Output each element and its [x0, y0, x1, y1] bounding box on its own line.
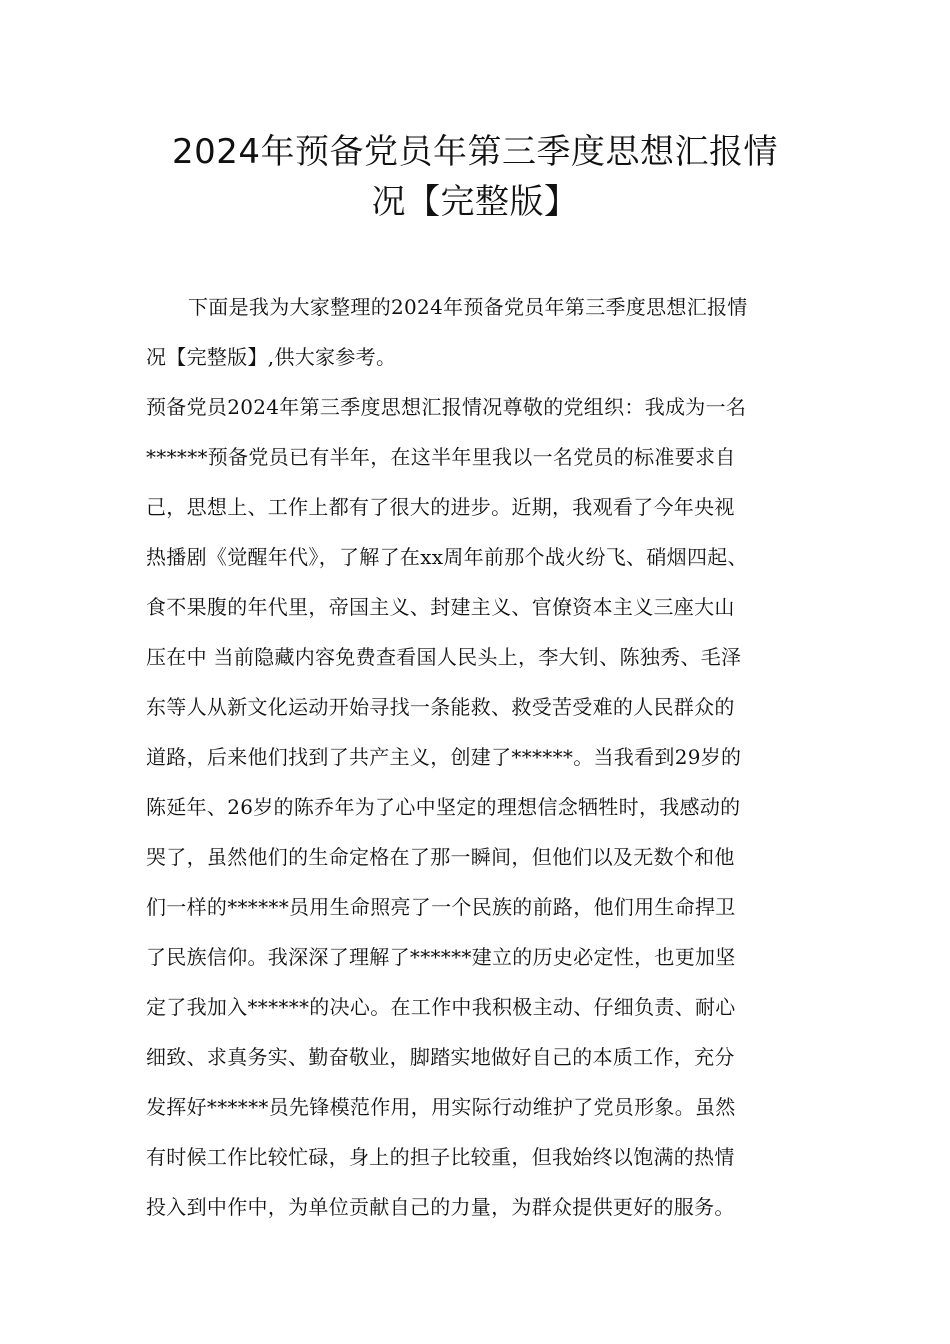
- title-line-1: 2024年预备党员年第三季度思想汇报情: [171, 132, 779, 172]
- body-line: 哭了，虽然他们的生命定格在了那一瞬间，但他们以及无数个和他: [146, 845, 735, 869]
- title-line-2: 况【完整版】: [371, 182, 579, 222]
- body-line: ******预备党员已有半年，在这半年里我以一名党员的标准要求自: [146, 445, 736, 469]
- body-line: 有时候工作比较忙碌，身上的担子比较重，但我始终以饱满的热情: [146, 1145, 735, 1169]
- document-body: [146, 282, 836, 1232]
- body-line: 压在中 当前隐藏内容免费查看国人民头上，李大钊、陈独秀、毛泽: [146, 645, 742, 669]
- body-line: 东等人从新文化运动开始寻找一条能救、救受苦受难的人民群众的: [146, 695, 735, 719]
- body-line: 定了我加入******的决心。在工作中我积极主动、仔细负责、耐心: [146, 995, 736, 1019]
- body-line: 己，思想上、工作上都有了很大的进步。近期，我观看了今年央视: [146, 495, 735, 519]
- body-line: 道路，后来他们找到了共产主义，创建了******。当我看到29岁的: [146, 745, 742, 769]
- body-line: 了民族信仰。我深深了理解了******建立的历史必定性，也更加坚: [146, 945, 736, 969]
- intro-line: 况【完整版】,供大家参考。: [146, 345, 397, 369]
- body-line: 发挥好******员先锋模范作用，用实际行动维护了党员形象。虽然: [146, 1095, 736, 1119]
- intro-line: 下面是我为大家整理的2024年预备党员年第三季度思想汇报情: [188, 295, 748, 319]
- body-line: 陈延年、26岁的陈乔年为了心中坚定的理想信念牺牲时，我感动的: [146, 795, 741, 819]
- body-line: 投入到中作中，为单位贡献自己的力量，为群众提供更好的服务。: [146, 1195, 735, 1219]
- body-line: 细致、求真务实、勤奋敬业，脚踏实地做好自己的本质工作，充分: [146, 1045, 735, 1069]
- document-title: [140, 127, 810, 227]
- body-line: 预备党员2024年第三季度思想汇报情况尊敬的党组织：我成为一名: [146, 395, 747, 419]
- body-line: 热播剧《觉醒年代》，了解了在xx周年前那个战火纷飞、硝烟四起、: [146, 545, 748, 569]
- body-line: 食不果腹的年代里，帝国主义、封建主义、官僚资本主义三座大山: [146, 595, 735, 619]
- body-line: 们一样的******员用生命照亮了一个民族的前路，他们用生命捍卫: [146, 895, 736, 919]
